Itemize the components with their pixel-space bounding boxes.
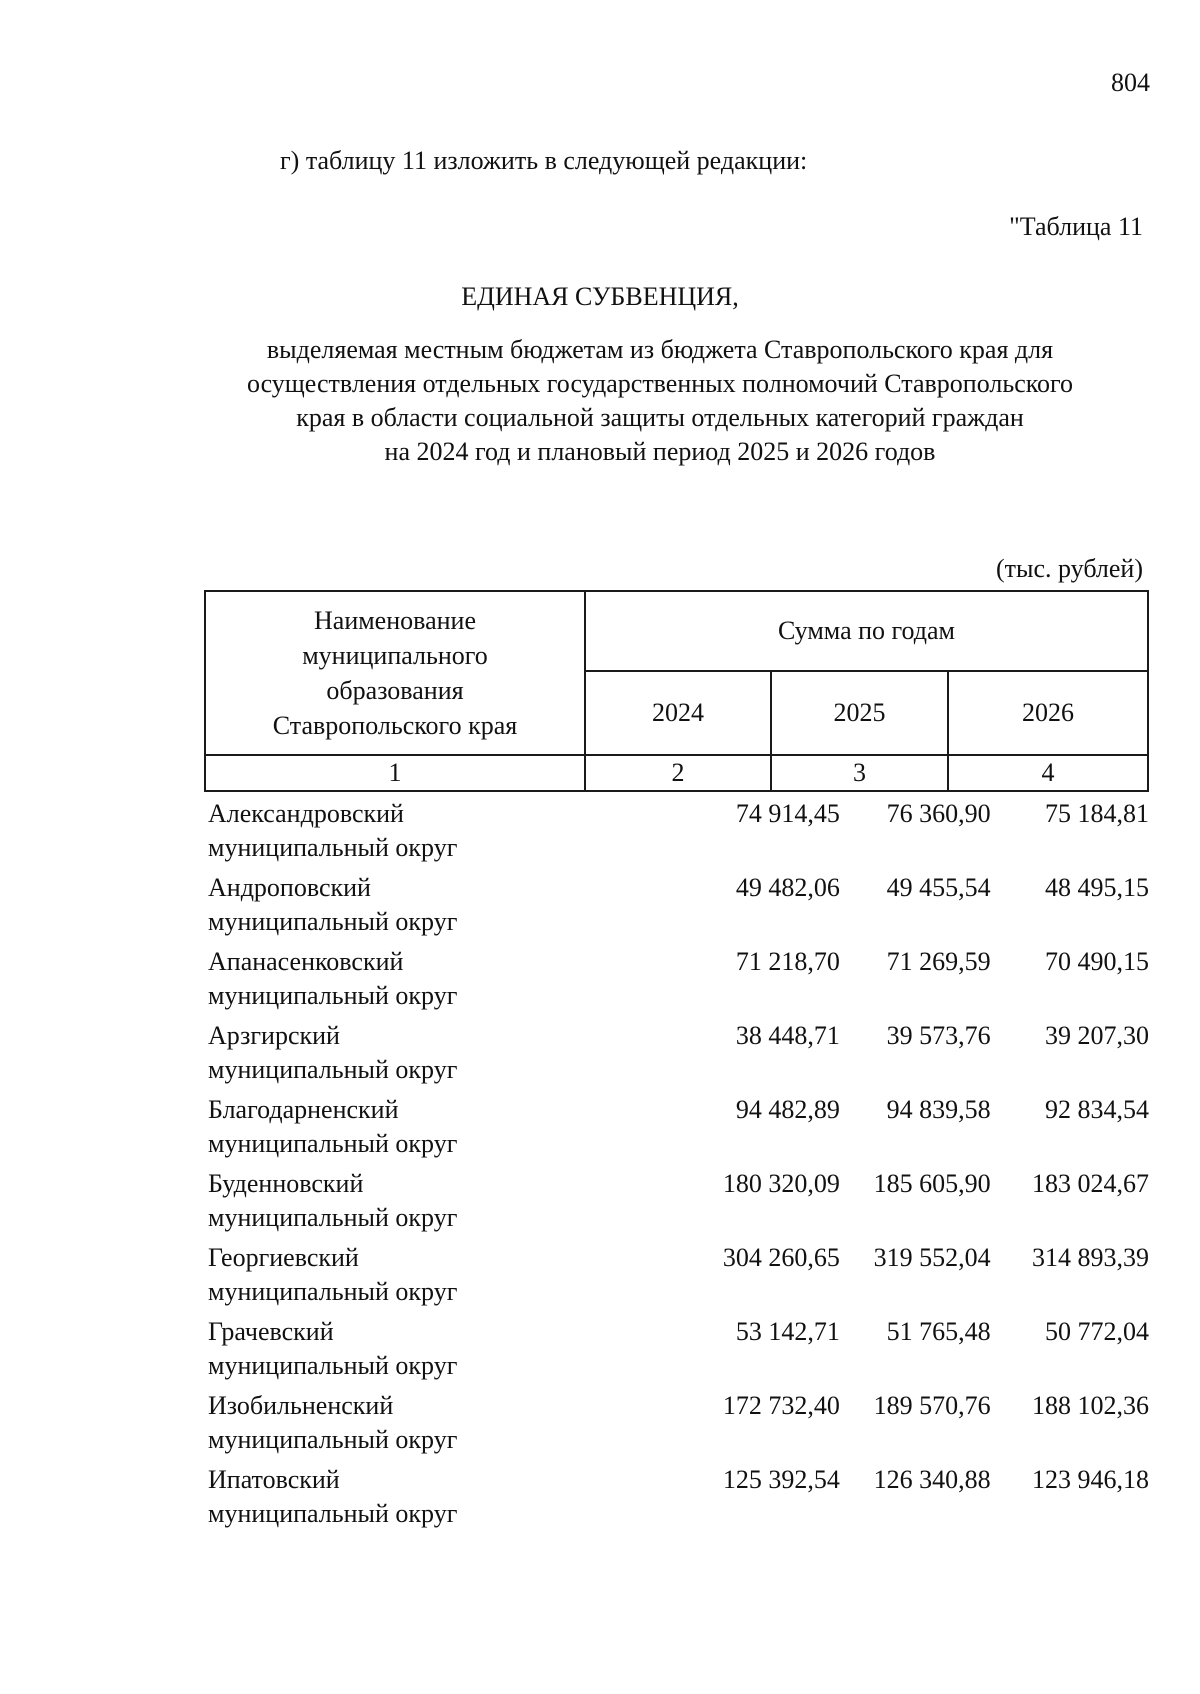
- municipality-cell: [204, 1315, 532, 1389]
- table-row: [204, 1463, 1149, 1537]
- municipality-cell: [204, 1019, 532, 1093]
- subtitle-line: на 2024 год и плановый период 2025 и 2026 годов: [384, 437, 936, 466]
- header-line: образования: [326, 676, 464, 705]
- table-label: "Таблица 11: [1009, 212, 1143, 241]
- subtitle-line: края в области социальной защиты отдельных категорий граждан: [296, 403, 1024, 432]
- table-body: [204, 797, 1149, 1537]
- value-2026: 50 772,04: [1045, 1317, 1149, 1346]
- value-2024: 71 218,70: [735, 947, 840, 976]
- document-title: ЕДИНАЯ СУБВЕНЦИЯ,: [461, 282, 739, 311]
- municipality-type: муниципальный округ: [208, 1055, 458, 1084]
- municipality-type: муниципальный округ: [208, 1425, 458, 1454]
- value-2024: 74 914,45: [735, 799, 840, 828]
- table-row: [204, 945, 1149, 1019]
- value-2024: 49 482,06: [735, 873, 840, 902]
- value-2026: 48 495,15: [1045, 873, 1149, 902]
- municipality-name: Арзгирский: [208, 1021, 340, 1050]
- column-number: 2: [585, 755, 771, 791]
- column-header-year: 2025: [771, 671, 948, 755]
- units-label: (тыс. рублей): [995, 554, 1143, 583]
- value-2025: 49 455,54: [886, 873, 991, 902]
- municipality-name: Грачевский: [208, 1317, 334, 1346]
- municipality-name: Андроповский: [208, 873, 371, 902]
- page-number: 804: [1111, 68, 1150, 97]
- value-2025: 94 839,58: [886, 1095, 991, 1124]
- value-2026: 92 834,54: [1045, 1095, 1149, 1124]
- municipality-type: муниципальный округ: [208, 981, 458, 1010]
- table-row: [204, 1389, 1149, 1463]
- municipality-name: Изобильненский: [208, 1391, 394, 1420]
- municipality-type: муниципальный округ: [208, 1277, 458, 1306]
- value-2025: 39 573,76: [886, 1021, 991, 1050]
- value-2024: 38 448,71: [735, 1021, 840, 1050]
- column-number: 3: [771, 755, 948, 791]
- municipality-name: Апанасенковский: [208, 947, 404, 976]
- intro-text: г) таблицу 11 изложить в следующей редакции:: [280, 146, 808, 175]
- value-2024: 53 142,71: [735, 1317, 840, 1346]
- value-2024: 125 392,54: [722, 1465, 840, 1494]
- value-2026: 70 490,15: [1045, 947, 1149, 976]
- column-number: 1: [205, 755, 585, 791]
- table-row: [204, 1167, 1149, 1241]
- municipality-type: муниципальный округ: [208, 833, 458, 862]
- table-row: [204, 1315, 1149, 1389]
- value-2024: 180 320,09: [722, 1169, 840, 1198]
- value-2025: 76 360,90: [886, 799, 991, 828]
- municipality-cell: [204, 1093, 532, 1167]
- municipality-type: муниципальный округ: [208, 1351, 458, 1380]
- value-2025: 189 570,76: [873, 1391, 991, 1420]
- column-header-year: 2024: [585, 671, 771, 755]
- value-2026: 314 893,39: [1032, 1243, 1149, 1272]
- table-header: [204, 590, 1149, 792]
- table-row: [204, 797, 1149, 871]
- municipality-name: Александровский: [208, 799, 404, 828]
- column-header-year: 2026: [948, 671, 1148, 755]
- value-2026: 75 184,81: [1045, 799, 1149, 828]
- document-subtitle: [160, 333, 1160, 469]
- value-2026: 183 024,67: [1032, 1169, 1149, 1198]
- subtitle-line: выделяемая местным бюджетам из бюджета Ставропольского края для: [266, 335, 1054, 364]
- municipality-cell: [204, 797, 532, 871]
- municipality-cell: [204, 945, 532, 1019]
- header-line: Наименование: [314, 606, 476, 635]
- column-header-sum: Сумма по годам: [585, 591, 1148, 671]
- municipality-name: Благодарненский: [208, 1095, 399, 1124]
- municipality-name: Ипатовский: [208, 1465, 340, 1494]
- column-header-name: [205, 591, 585, 755]
- value-2024: 94 482,89: [735, 1095, 840, 1124]
- column-number: 4: [948, 755, 1148, 791]
- value-2025: 71 269,59: [886, 947, 991, 976]
- municipality-cell: [204, 1389, 532, 1463]
- value-2024: 304 260,65: [722, 1243, 840, 1272]
- municipality-cell: [204, 1167, 532, 1241]
- header-line: муниципального: [302, 641, 488, 670]
- value-2026: 39 207,30: [1045, 1021, 1149, 1050]
- municipality-cell: [204, 1463, 532, 1537]
- subtitle-line: осуществления отдельных государственных полномочий Ставропольского: [246, 369, 1074, 398]
- value-2024: 172 732,40: [722, 1391, 840, 1420]
- value-2025: 185 605,90: [873, 1169, 991, 1198]
- value-2026: 123 946,18: [1032, 1465, 1149, 1494]
- municipality-cell: [204, 1241, 532, 1315]
- municipality-type: муниципальный округ: [208, 907, 458, 936]
- table-row: [204, 871, 1149, 945]
- table-row: [204, 1093, 1149, 1167]
- table-row: [204, 1241, 1149, 1315]
- municipality-cell: [204, 871, 532, 945]
- value-2025: 51 765,48: [886, 1317, 991, 1346]
- header-line: Ставропольского края: [272, 711, 518, 740]
- value-2025: 319 552,04: [873, 1243, 991, 1272]
- municipality-type: муниципальный округ: [208, 1129, 458, 1158]
- municipality-type: муниципальный округ: [208, 1499, 458, 1528]
- value-2025: 126 340,88: [873, 1465, 991, 1494]
- table-row: [204, 1019, 1149, 1093]
- municipality-type: муниципальный округ: [208, 1203, 458, 1232]
- municipality-name: Буденновский: [208, 1169, 364, 1198]
- municipality-name: Георгиевский: [208, 1243, 359, 1272]
- value-2026: 188 102,36: [1032, 1391, 1149, 1420]
